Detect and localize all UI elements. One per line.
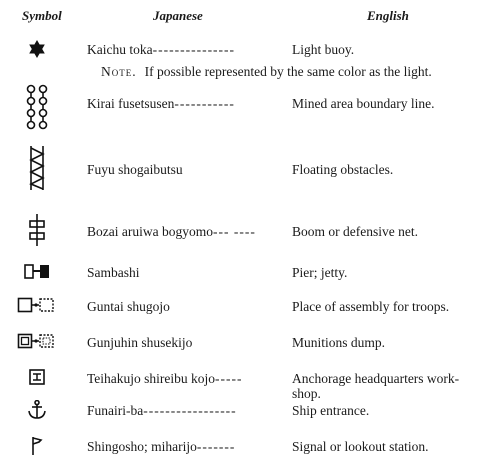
english-term: Boom or defensive net. (292, 224, 418, 239)
japanese-term: Gunjuhin shusekijo (87, 335, 193, 350)
pier-icon (17, 263, 57, 279)
english-term: Place of assembly for troops. (292, 299, 450, 314)
english-term: Floating obstacles. (292, 162, 394, 177)
munitions-dump-icon (17, 333, 57, 349)
japanese-term: Teihakujo shireibu kojo----- (87, 371, 243, 386)
english-term: Anchorage headquarters work-shop. (292, 371, 460, 401)
japanese-term: Sambashi (87, 265, 140, 280)
english-term: Light buoy. (292, 42, 355, 57)
zigzag-obstacle-icon (17, 145, 57, 191)
english-term: Pier; jetty. (292, 265, 348, 280)
boom-net-icon (17, 214, 57, 246)
japanese-term: Funairi-ba----------------- (87, 403, 237, 418)
mine-chain-icon (17, 84, 57, 130)
japanese-term: Bozai aruiwa bogyomo--- ---- (87, 224, 256, 239)
note: Note. If possible represented by the same color as the light. (101, 64, 432, 79)
english-term: Mined area boundary line. (292, 96, 435, 111)
star-buoy-icon (17, 40, 57, 58)
anchor-icon (17, 400, 57, 420)
japanese-term: Shingosho; miharijo------- (87, 439, 236, 454)
english-column-header: English (367, 8, 409, 23)
japanese-column-header: Japanese (153, 8, 203, 23)
anchorage-hq-icon (17, 369, 57, 385)
signal-flag-icon (17, 436, 57, 456)
japanese-term: Guntai shugojo (87, 299, 170, 314)
japanese-term: Fuyu shogaibutsu (87, 162, 183, 177)
english-term: Munitions dump. (292, 335, 386, 350)
symbol-column-header: Symbol (22, 8, 62, 23)
troop-assembly-icon (17, 297, 57, 313)
japanese-term: Kirai fusetsusen----------- (87, 96, 235, 111)
english-term: Signal or lookout station. (292, 439, 429, 454)
japanese-term: Kaichu toka--------------- (87, 42, 236, 57)
english-term: Ship entrance. (292, 403, 370, 418)
